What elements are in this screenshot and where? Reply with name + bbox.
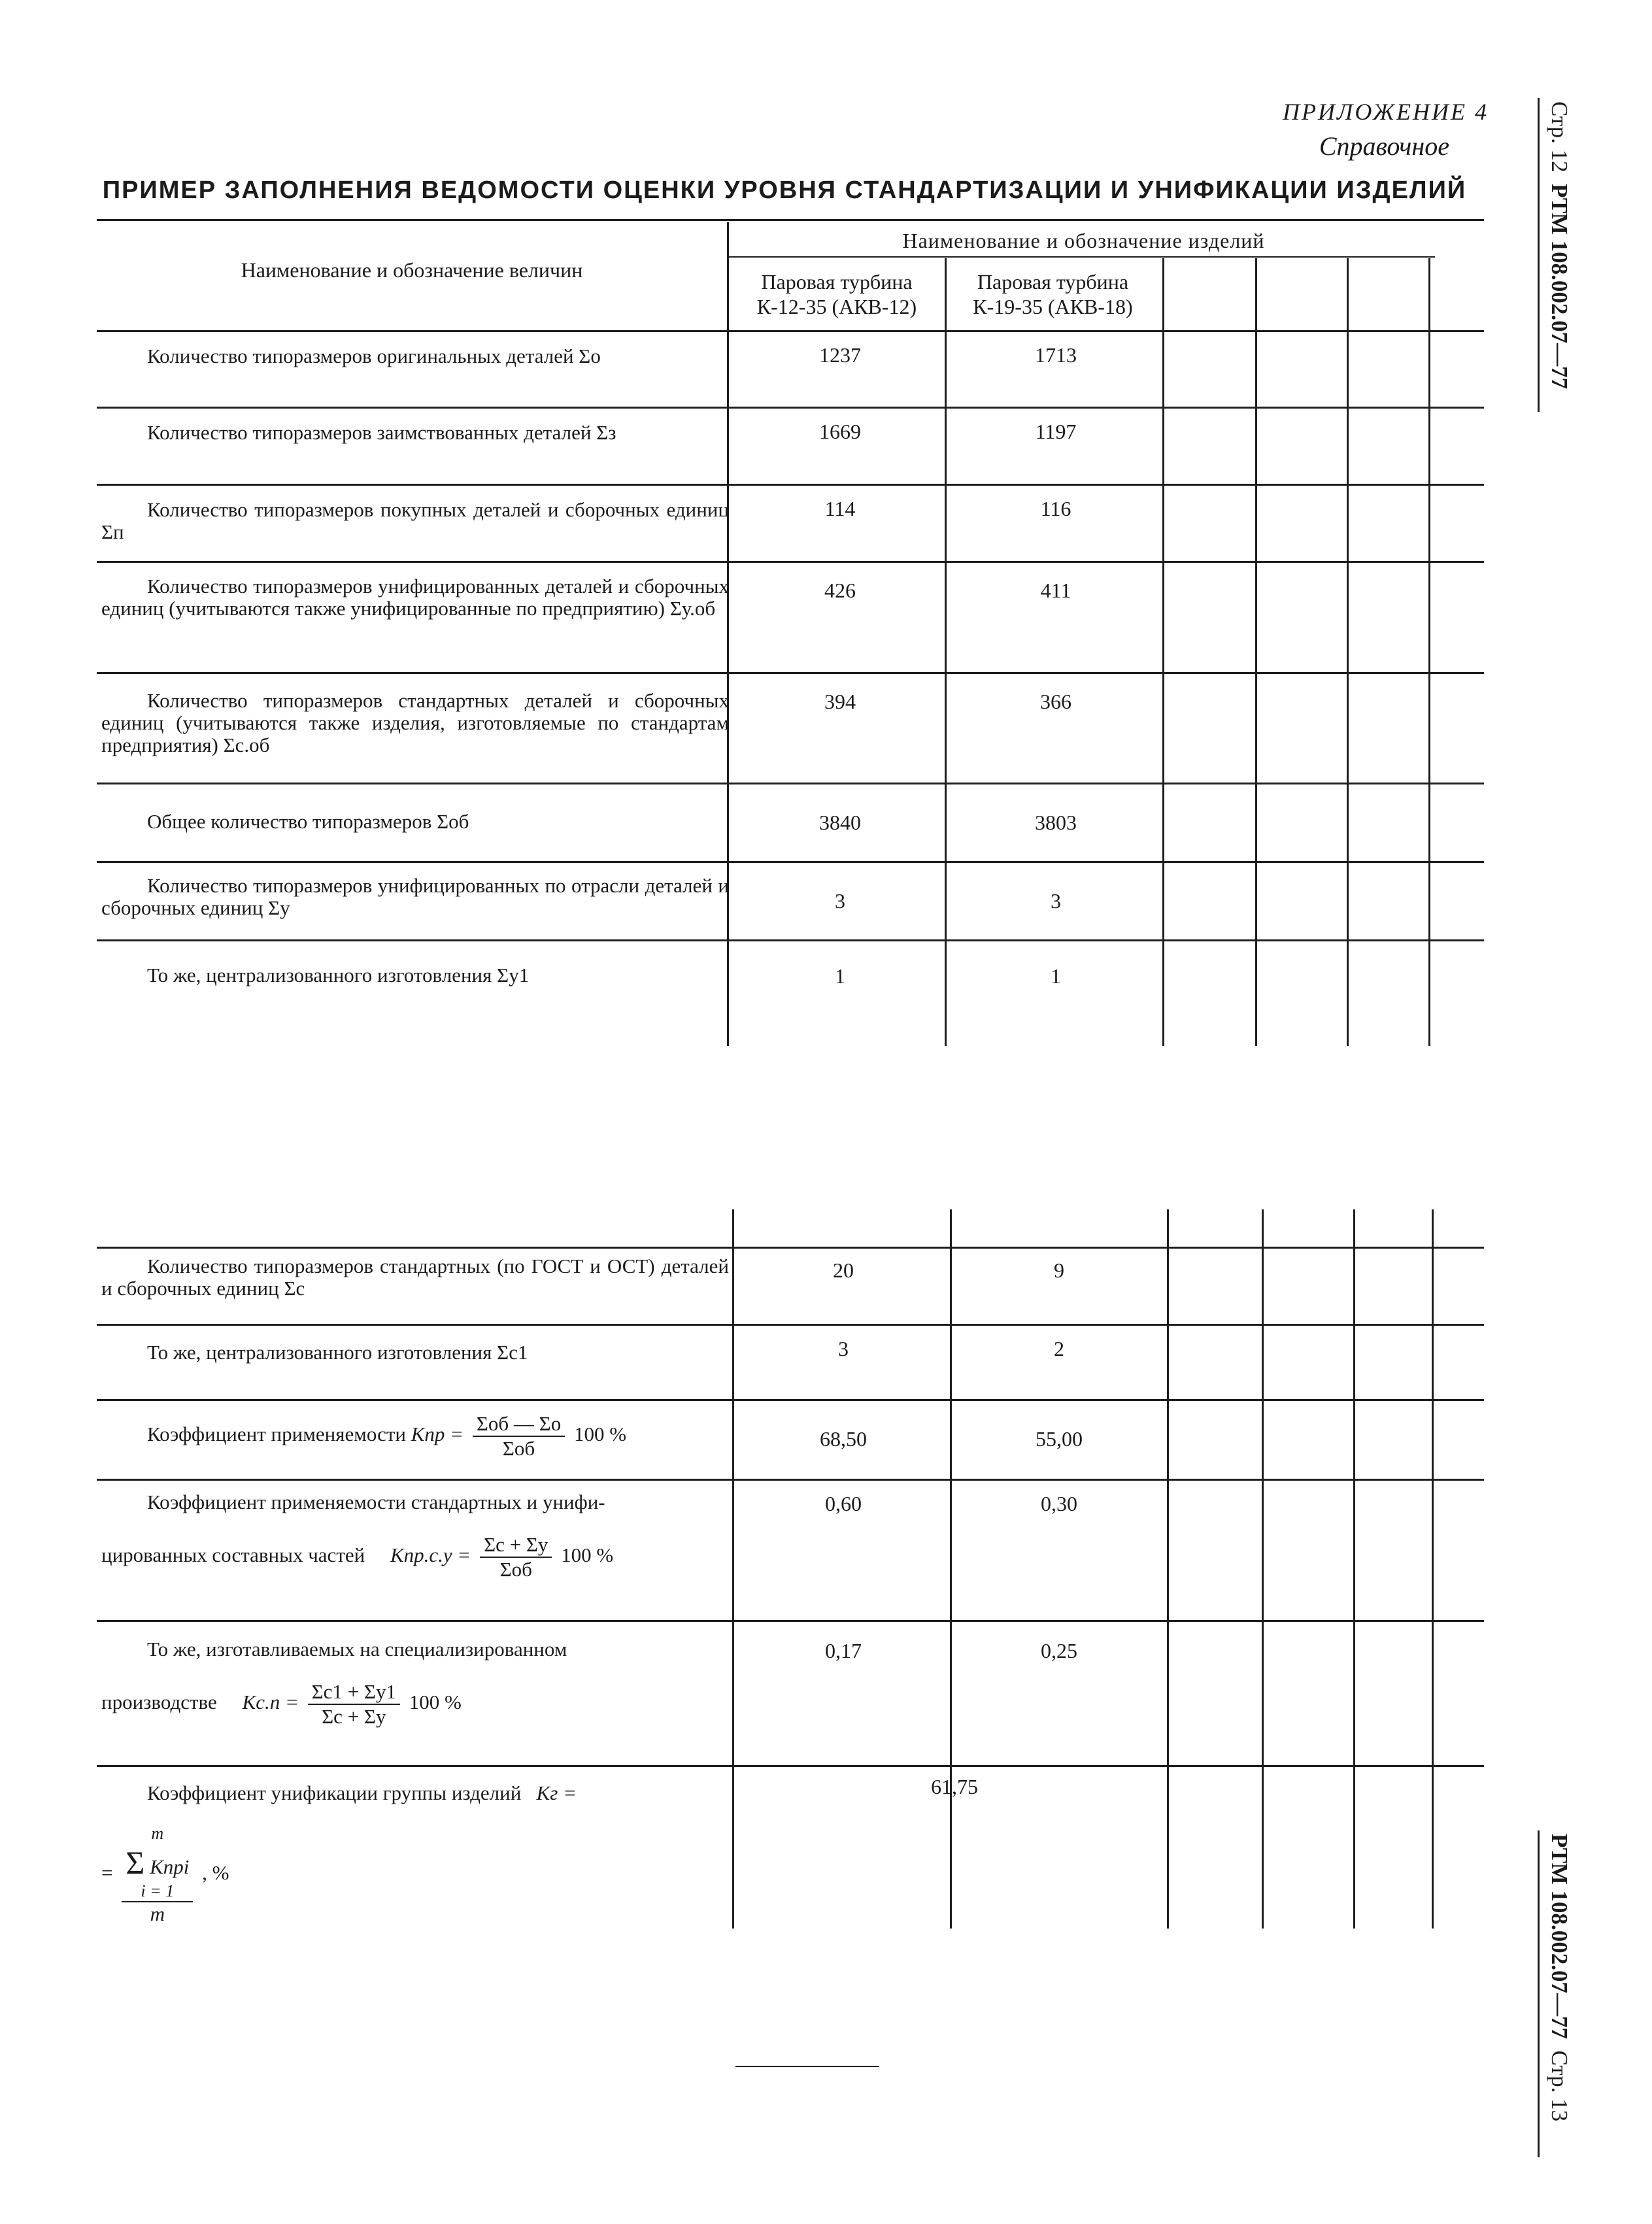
row-label-original: Количество типоразмеров оригинальных деталей Σо <box>147 345 601 367</box>
k-g-sum-term: Kпрi <box>150 1855 190 1878</box>
row-label-standard: Количество типоразмеров стандартных деталей и сборочных единиц (учитываются также изделия, изготовляемые по стандартам предприятия) Σс.об <box>101 689 729 756</box>
k-g-fraction <box>122 1824 193 1926</box>
k-sp-suffix: 100 % <box>409 1691 462 1714</box>
col-header-2-line2: К-19-35 (АКВ-18) <box>973 295 1133 318</box>
k-prsy-symbol: Kпр.с.у = <box>390 1543 471 1567</box>
row-rule <box>97 939 1484 941</box>
value-purchased-2: 116 <box>1040 497 1071 520</box>
side-rule-top <box>1538 98 1540 412</box>
formula-k-prsy <box>101 1533 613 1581</box>
doc-code-top: РТМ 108.002.07—77 <box>1547 184 1572 390</box>
col-line <box>950 1209 952 1929</box>
value-unified-industry-2: 3 <box>1051 889 1061 913</box>
value-k-prsy-1: 0,60 <box>825 1492 862 1515</box>
value-centralized-unified-1: 1 <box>835 964 845 988</box>
formula-k-pr <box>147 1412 626 1460</box>
k-g-symbol: Kг = <box>536 1781 577 1804</box>
k-g-label: Коэффициент унификации группы изделий <box>147 1781 522 1804</box>
k-prsy-fraction <box>480 1533 552 1581</box>
value-unified-2: 411 <box>1040 579 1071 602</box>
row-rule <box>97 407 1484 409</box>
k-sp-numerator: Σс1 + Σу1 <box>308 1680 400 1705</box>
value-total-2: 3803 <box>1035 811 1077 834</box>
col-line <box>1428 258 1430 1046</box>
row-label-standard-gost: Количество типоразмеров стандартных (по ГОСТ и ОСТ) деталей и сборочных единиц Σс <box>101 1255 729 1300</box>
row-label-unified: Количество типоразмеров унифицированных деталей и сборочных единиц (учитываются также унифицированные по предприятию) Σу.об <box>101 575 729 620</box>
value-k-g: 61,75 <box>931 1775 978 1798</box>
side-label-top <box>1546 101 1572 389</box>
footer-rule <box>735 2066 879 2067</box>
side-label-bottom <box>1546 1834 1572 2121</box>
row-rule <box>97 1247 1484 1249</box>
value-k-pr-2: 55,00 <box>1036 1427 1083 1451</box>
k-pr-numerator: Σоб — Σо <box>473 1412 565 1437</box>
col-line <box>1167 1209 1169 1929</box>
col-header-turbine-1 <box>729 269 945 319</box>
formula-k-g <box>101 1824 229 1926</box>
col-header-1-line1: Паровая турбина <box>761 270 913 294</box>
row-rule <box>97 783 1484 784</box>
value-k-prsy-2: 0,30 <box>1041 1492 1077 1515</box>
value-unified-industry-1: 3 <box>835 889 845 913</box>
value-k-sp-2: 0,25 <box>1041 1639 1077 1662</box>
k-sp-denominator: Σс + Σу <box>322 1705 386 1728</box>
k-g-equals: = <box>101 1861 113 1885</box>
formula-k-sp <box>101 1680 462 1728</box>
value-centralized-unified-2: 1 <box>1051 964 1061 988</box>
doc-code-bottom: РТМ 108.002.07—77 <box>1547 1834 1572 2039</box>
k-pr-symbol: Kпр = <box>411 1423 464 1446</box>
row-rule <box>97 1765 1484 1767</box>
k-pr-suffix: 100 % <box>573 1423 627 1446</box>
value-purchased-1: 114 <box>824 497 856 520</box>
value-standard-2: 366 <box>1040 690 1071 713</box>
k-prsy-numerator: Σс + Σу <box>480 1533 552 1558</box>
row-label-total: Общее количество типоразмеров Σоб <box>147 810 469 833</box>
k-g-numerator <box>122 1824 193 1902</box>
items-header-rule <box>729 256 1435 258</box>
value-centralized-standard-2: 2 <box>1054 1337 1064 1360</box>
col-line <box>1162 258 1164 1046</box>
appendix-number: ПРИЛОЖЕНИЕ 4 <box>1283 99 1489 125</box>
page-number-top: Стр. 12 <box>1547 101 1572 173</box>
k-prsy-line2: цированных составных частей <box>101 1543 365 1567</box>
k-g-unit: , % <box>202 1861 229 1885</box>
value-k-sp-1: 0,17 <box>825 1639 862 1662</box>
col-line <box>1347 258 1349 1046</box>
col-line <box>1255 258 1257 1046</box>
page-number-bottom: Стр. 13 <box>1547 2050 1572 2122</box>
formula-k-g-head <box>147 1781 577 1805</box>
row-rule <box>97 1620 1484 1622</box>
k-g-sum-upper: m <box>151 1824 164 1843</box>
k-prsy-line1: Коэффициент применяемости стандартных и унифи- <box>147 1491 605 1513</box>
col-line <box>1432 1209 1434 1929</box>
row-rule <box>97 1479 1484 1481</box>
k-pr-denominator: Σоб <box>502 1437 535 1460</box>
k-sp-symbol: Kс.п = <box>242 1691 299 1714</box>
row-label-borrowed: Количество типоразмеров заимствованных деталей Σз <box>147 421 616 444</box>
row-label-centralized-unified: То же, централизованного изготовления Σу1 <box>147 964 530 986</box>
row-label-unified-industry: Количество типоразмеров унифицированных по отрасли деталей и сборочных единиц Σу <box>101 874 729 919</box>
k-pr-label: Коэффициент применяемости <box>147 1423 406 1446</box>
col-line <box>1262 1209 1264 1929</box>
col-header-2-line1: Паровая турбина <box>977 270 1129 294</box>
col-line <box>732 1209 734 1929</box>
value-original-2: 1713 <box>1035 343 1077 367</box>
value-original-1: 1237 <box>819 343 861 367</box>
k-g-sum-sign: Σ <box>126 1844 145 1881</box>
row-label-centralized-standard: То же, централизованного изготовления Σс1 <box>147 1341 528 1364</box>
side-rule-bottom <box>1538 1830 1540 2157</box>
col-line <box>1353 1209 1355 1929</box>
row-rule <box>97 484 1484 486</box>
col-header-turbine-2 <box>947 269 1159 319</box>
value-borrowed-2: 1197 <box>1035 420 1077 443</box>
k-prsy-denominator: Σоб <box>499 1558 532 1581</box>
row-rule <box>97 1324 1484 1326</box>
k-sp-line1: То же, изготавливаемых на специализированном <box>147 1638 567 1660</box>
k-g-denominator: m <box>150 1902 165 1925</box>
k-sp-line2: производстве <box>101 1691 217 1714</box>
document-title: ПРИМЕР ЗАПОЛНЕНИЯ ВЕДОМОСТИ ОЦЕНКИ УРОВНЯ СТАНДАРТИЗАЦИИ И УНИФИКАЦИИ ИЗДЕЛИЙ <box>102 177 1467 204</box>
value-k-pr-1: 68,50 <box>820 1427 867 1451</box>
value-standard-1: 394 <box>824 690 856 713</box>
param-column-header: Наименование и обозначение величин <box>241 258 583 282</box>
k-prsy-suffix: 100 % <box>561 1543 614 1567</box>
row-rule <box>97 1399 1484 1401</box>
row-rule <box>97 672 1484 674</box>
row-rule <box>97 561 1484 563</box>
k-pr-fraction <box>473 1412 565 1460</box>
items-column-header: Наименование и обозначение изделий <box>902 229 1265 252</box>
row-rule <box>97 330 1484 332</box>
row-label-purchased: Количество типоразмеров покупных деталей и сборочных единиц Σп <box>101 498 729 543</box>
table-top-rule <box>97 219 1484 221</box>
col-line <box>945 258 947 1046</box>
value-total-1: 3840 <box>819 811 861 834</box>
value-standard-gost-2: 9 <box>1054 1258 1064 1282</box>
row-rule <box>97 861 1484 863</box>
value-standard-gost-1: 20 <box>833 1258 854 1282</box>
k-g-sum-lower: i = 1 <box>141 1881 175 1900</box>
value-unified-1: 426 <box>824 579 856 602</box>
value-borrowed-1: 1669 <box>819 420 861 443</box>
appendix-kind: Справочное <box>1319 131 1449 161</box>
k-sp-fraction <box>308 1680 400 1728</box>
value-centralized-standard-1: 3 <box>838 1337 849 1360</box>
col-header-1-line2: К-12-35 (АКВ-12) <box>756 295 917 318</box>
